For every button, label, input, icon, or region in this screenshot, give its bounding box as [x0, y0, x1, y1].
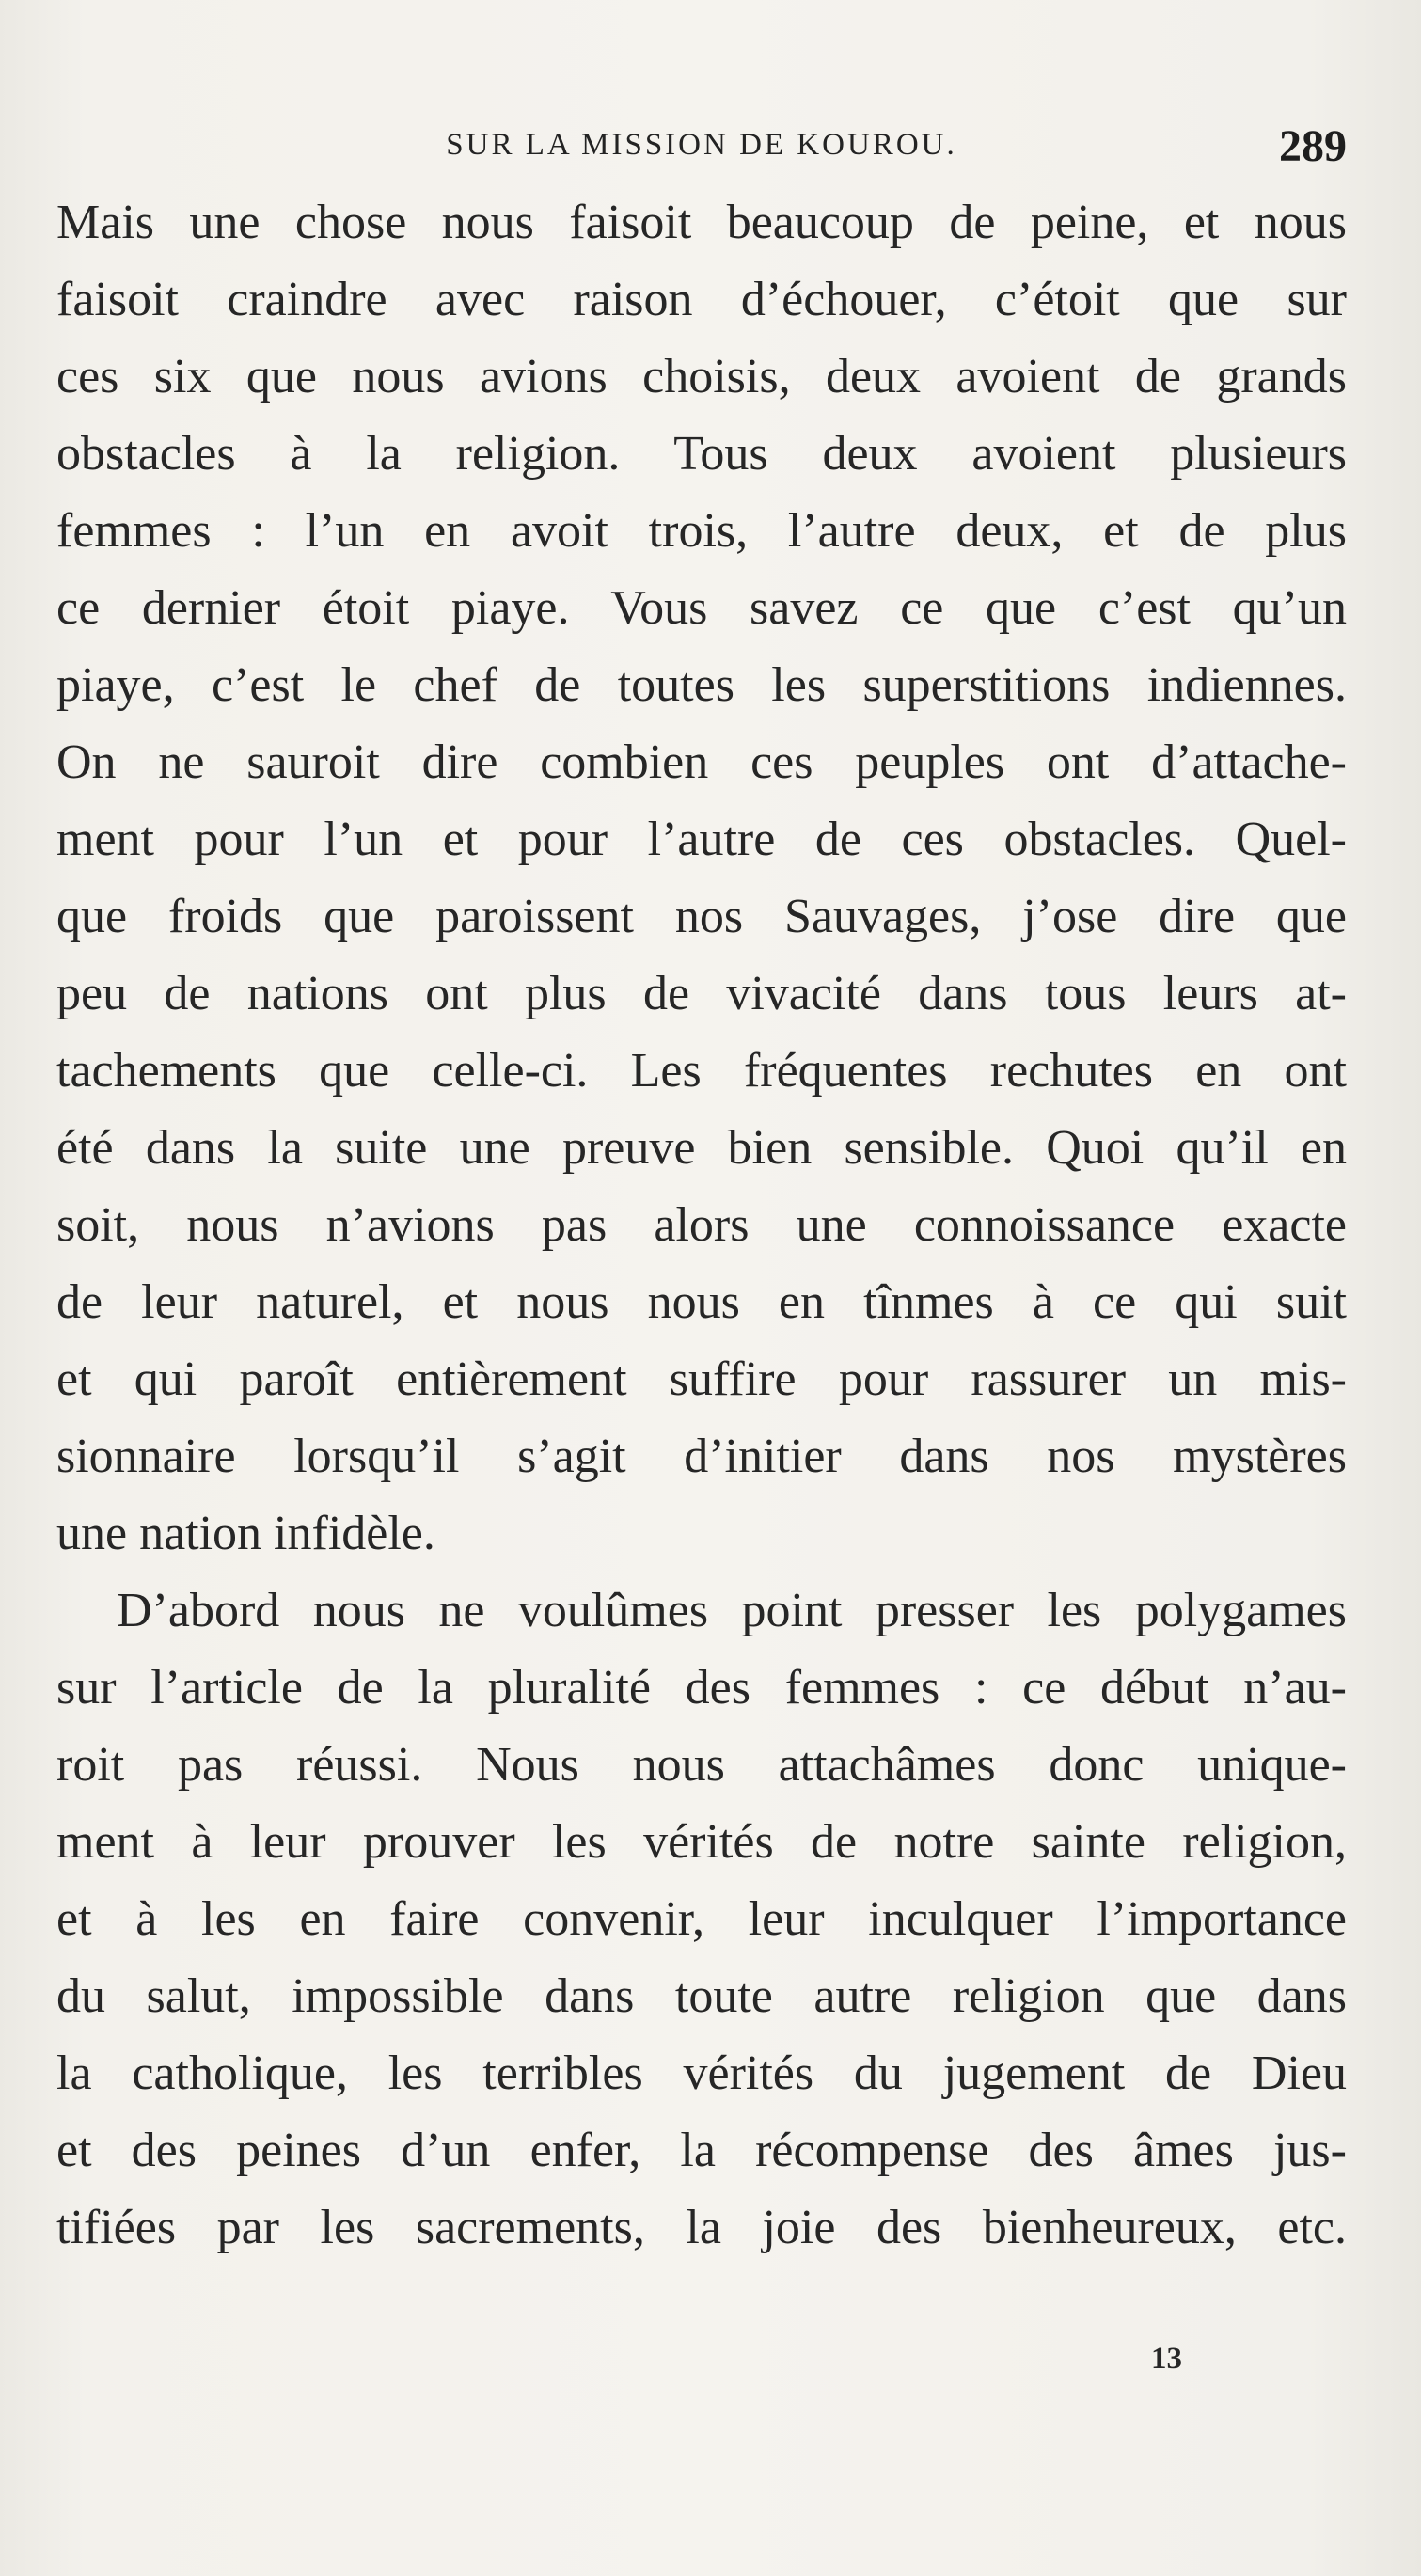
text-line: et des peines d’un enfer, la récompense des âmes jus- — [56, 2124, 1347, 2177]
text-line: tifiées par les sacrements, la joie des bienheureux, etc. — [56, 2201, 1347, 2254]
running-title: SUR LA MISSION DE KOUROU. — [446, 128, 957, 162]
text-line: et qui paroît entièrement suffire pour rassurer un mis- — [56, 1352, 1347, 1406]
text-line: la catholique, les terribles vérités du jugement de Dieu — [56, 2047, 1347, 2100]
text-line: Mais une chose nous faisoit beaucoup de peine, et nous — [56, 196, 1347, 249]
paragraph-first-line: D’abord nous ne voulûmes point presser les polygames — [117, 1584, 1347, 1637]
text-line: faisoit craindre avec raison d’échouer, c’étoit que sur — [56, 273, 1347, 326]
text-line: On ne sauroit dire combien ces peuples ont d’attache- — [56, 735, 1347, 789]
text-line: roit pas réussi. Nous nous attachâmes donc unique- — [56, 1738, 1347, 1792]
text-line: femmes : l’un en avoit trois, l’autre deux, et de plus — [56, 504, 1347, 558]
text-line: piaye, c’est le chef de toutes les superstitions indiennes. — [56, 658, 1347, 712]
text-line: sur l’article de la pluralité des femmes : ce début n’au- — [56, 1661, 1347, 1715]
text-line: ce dernier étoit piaye. Vous savez ce que c’est qu’un — [56, 581, 1347, 635]
text-line: du salut, impossible dans toute autre religion que dans — [56, 1969, 1347, 2023]
text-line: et à les en faire convenir, leur inculquer l’importance — [56, 1892, 1347, 1946]
text-line: peu de nations ont plus de vivacité dans tous leurs at- — [56, 967, 1347, 1020]
running-head — [56, 120, 1347, 177]
text-line: tachements que celle-ci. Les fréquentes rechutes en ont — [56, 1044, 1347, 1098]
text-line: soit, nous n’avions pas alors une connoissance exacte — [56, 1198, 1347, 1252]
body-text — [56, 184, 1347, 2267]
text-line: sionnaire lorsqu’il s’agit d’initier dans nos mystères — [56, 1430, 1347, 1483]
text-line: ment à leur prouver les vérités de notre sainte religion, — [56, 1815, 1347, 1869]
text-line: de leur naturel, et nous nous en tînmes à ce qui suit — [56, 1275, 1347, 1329]
text-line: que froids que paroissent nos Sauvages, j’ose dire que — [56, 890, 1347, 943]
text-line: ment pour l’un et pour l’autre de ces obstacles. Quel- — [56, 813, 1347, 866]
text-line: été dans la suite une preuve bien sensible. Quoi qu’il en — [56, 1121, 1347, 1175]
text-line: obstacles à la religion. Tous deux avoient plusieurs — [56, 427, 1347, 481]
signature-mark: 13 — [1151, 2342, 1182, 2376]
page-number: 289 — [1279, 121, 1347, 171]
text-line: ces six que nous avions choisis, deux avoient de grands — [56, 350, 1347, 403]
paragraph-last-line: une nation infidèle. — [56, 1507, 435, 1560]
